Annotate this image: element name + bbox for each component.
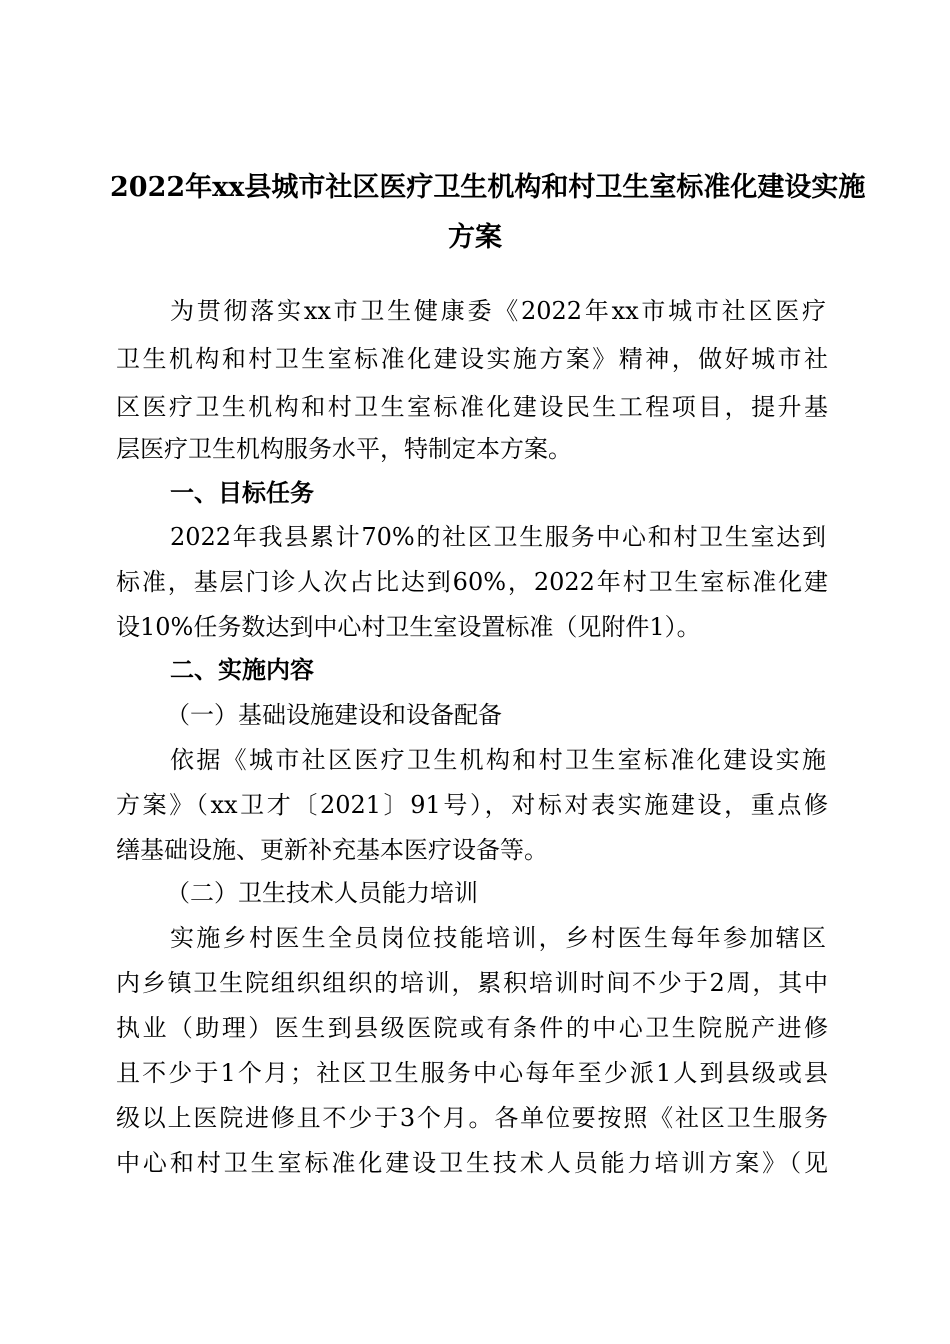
document-title-line-2: 方案	[448, 222, 502, 253]
intro-line-4: 层医疗卫生机构服务水平，特制定本方案。	[116, 435, 572, 463]
sub2-line-4: 且不少于1个月；社区卫生服务中心每年至少派1人到县级或县	[116, 1059, 828, 1087]
section-heading-1: 一、目标任务	[170, 479, 314, 507]
sub1-line-2: 方案》（xx卫才〔2021〕91号），对标对表实施建设，重点修	[116, 791, 828, 819]
section1-line-2: 标准，基层门诊人次占比达到60%，2022年村卫生室标准化建	[116, 568, 828, 596]
section1-line-3: 设10%任务数达到中心村卫生室设置标准（见附件1）。	[116, 613, 701, 641]
subsection-heading-2: （二）卫生技术人员能力培训	[166, 879, 478, 907]
sub1-line-3: 缮基础设施、更新补充基本医疗设备等。	[116, 836, 548, 864]
intro-line-1: 为贯彻落实xx市卫生健康委《2022年xx市城市社区医疗	[170, 297, 826, 325]
sub2-line-2: 内乡镇卫生院组织组织的培训，累积培训时间不少于2周，其中	[116, 969, 828, 997]
intro-line-2: 卫生机构和村卫生室标准化建设实施方案》精神，做好城市社	[116, 345, 828, 373]
sub1-line-1: 依据《城市社区医疗卫生机构和村卫生室标准化建设实施	[170, 746, 826, 774]
sub2-line-3: 执业（助理）医生到县级医院或有条件的中心卫生院脱产进修	[116, 1014, 828, 1042]
section-heading-2: 二、实施内容	[170, 656, 314, 684]
section1-line-1: 2022年我县累计70%的社区卫生服务中心和村卫生室达到	[170, 523, 826, 551]
sub2-line-6: 中心和村卫生室标准化建设卫生技术人员能力培训方案》（见	[116, 1149, 828, 1177]
intro-line-3: 区医疗卫生机构和村卫生室标准化建设民生工程项目，提升基	[116, 393, 828, 421]
sub2-line-1: 实施乡村医生全员岗位技能培训，乡村医生每年参加辖区	[170, 924, 826, 952]
document-title-line-1: 2022年xx县城市社区医疗卫生机构和村卫生室标准化建设实施	[110, 172, 866, 203]
sub2-line-5: 级以上医院进修且不少于3个月。各单位要按照《社区卫生服务	[116, 1104, 828, 1132]
subsection-heading-1: （一）基础设施建设和设备配备	[166, 701, 502, 729]
